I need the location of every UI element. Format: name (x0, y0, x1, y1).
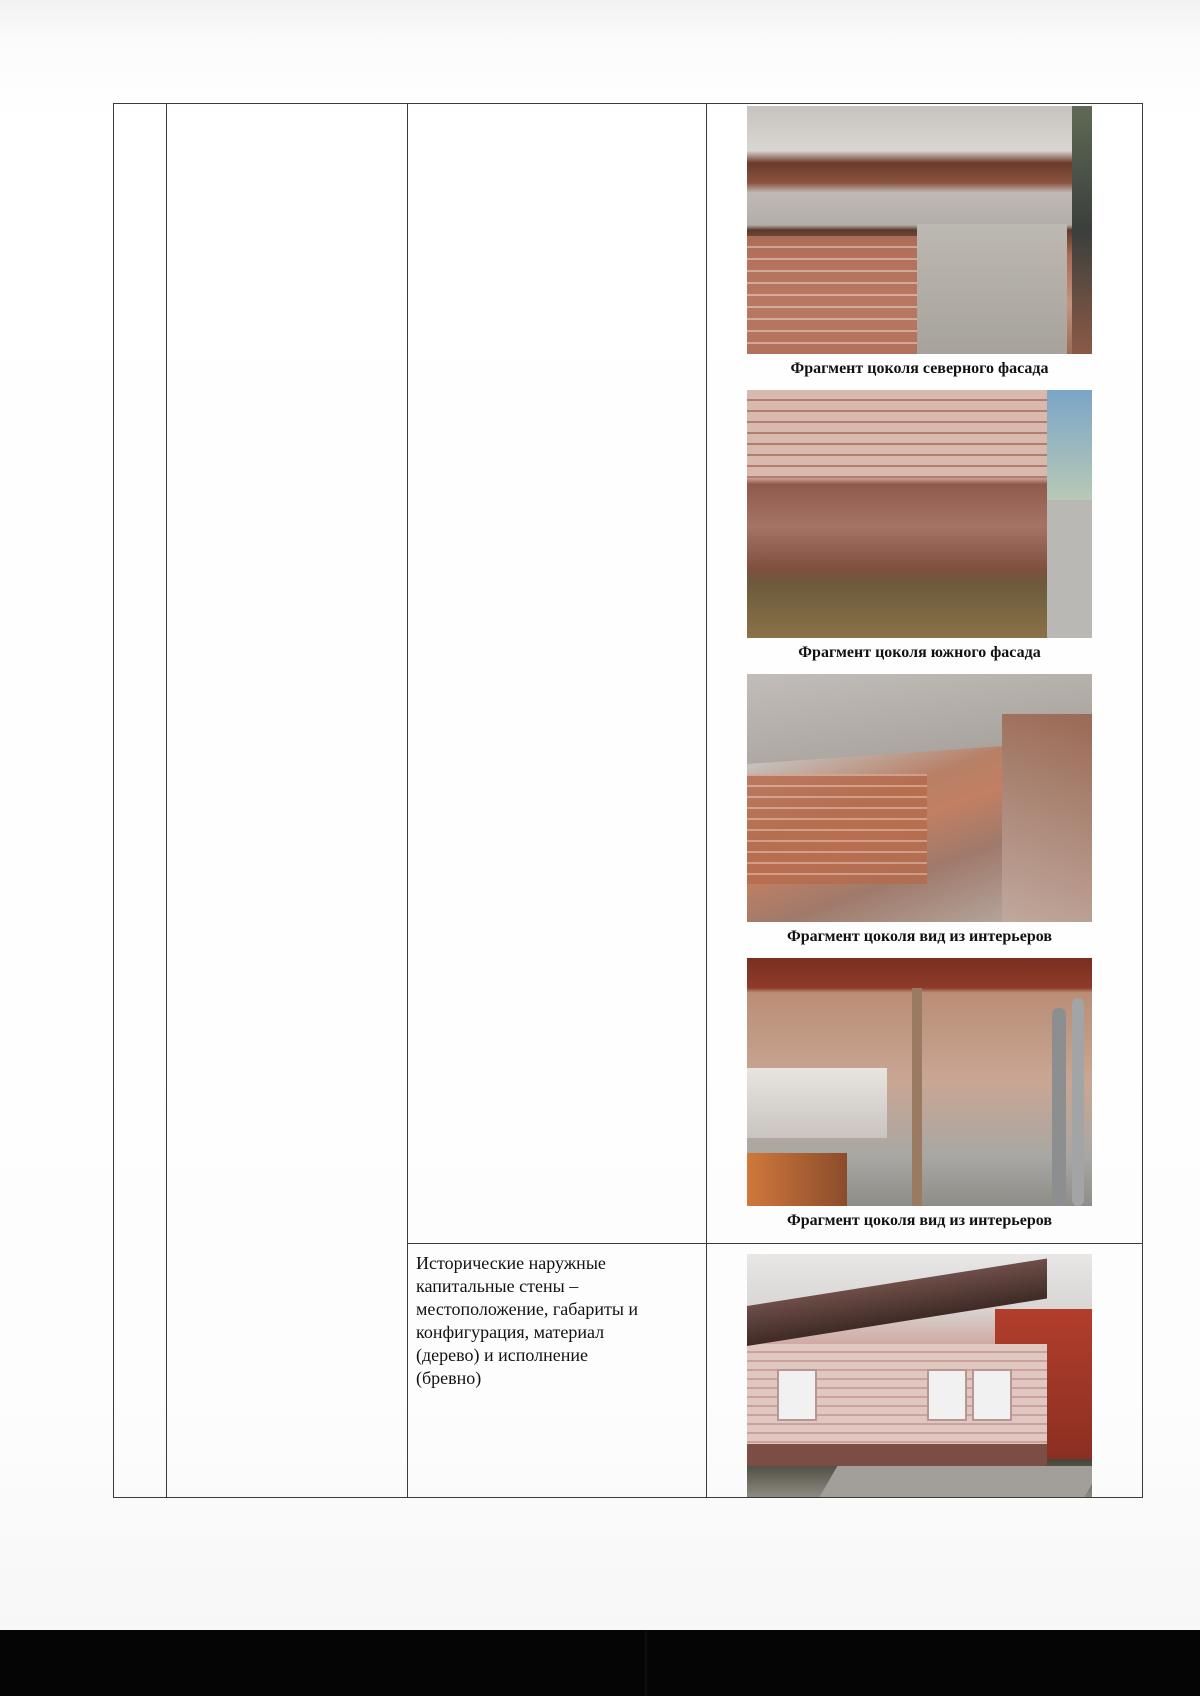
feature-cell (408, 104, 707, 1244)
table-row (114, 104, 1143, 1244)
feature-line: конфигурация, материал (416, 1322, 605, 1342)
number-cell (114, 104, 167, 1498)
photo-cell (707, 1244, 1143, 1498)
photo-interior-plinth (747, 674, 1092, 922)
feature-line: Исторические наружные (416, 1253, 606, 1273)
photo-caption: Фрагмент цоколя северного фасада (790, 360, 1049, 377)
photo-caption: Фрагмент цоколя южного фасада (798, 644, 1041, 661)
object-cell (167, 104, 408, 1498)
photo-exterior-building (747, 1254, 1092, 1497)
feature-line: местоположение, габариты и (416, 1299, 639, 1319)
photo-cell (707, 104, 1143, 1244)
scan-bottom-band (0, 1630, 1200, 1696)
document-table (113, 103, 1143, 1498)
photo-south-plinth (747, 390, 1092, 638)
feature-line: капитальные стены – (416, 1276, 579, 1296)
feature-line: (дерево) и исполнение (416, 1345, 589, 1365)
photo-interior-storeroom (747, 958, 1092, 1206)
feature-cell (408, 1244, 707, 1498)
photo-caption: Фрагмент цоколя вид из интерьеров (786, 928, 1053, 945)
photo-caption: Фрагмент цоколя вид из интерьеров (786, 1212, 1053, 1229)
photo-north-plinth (747, 106, 1092, 354)
feature-line: (бревно) (416, 1368, 482, 1388)
feature-description (408, 1244, 706, 1390)
